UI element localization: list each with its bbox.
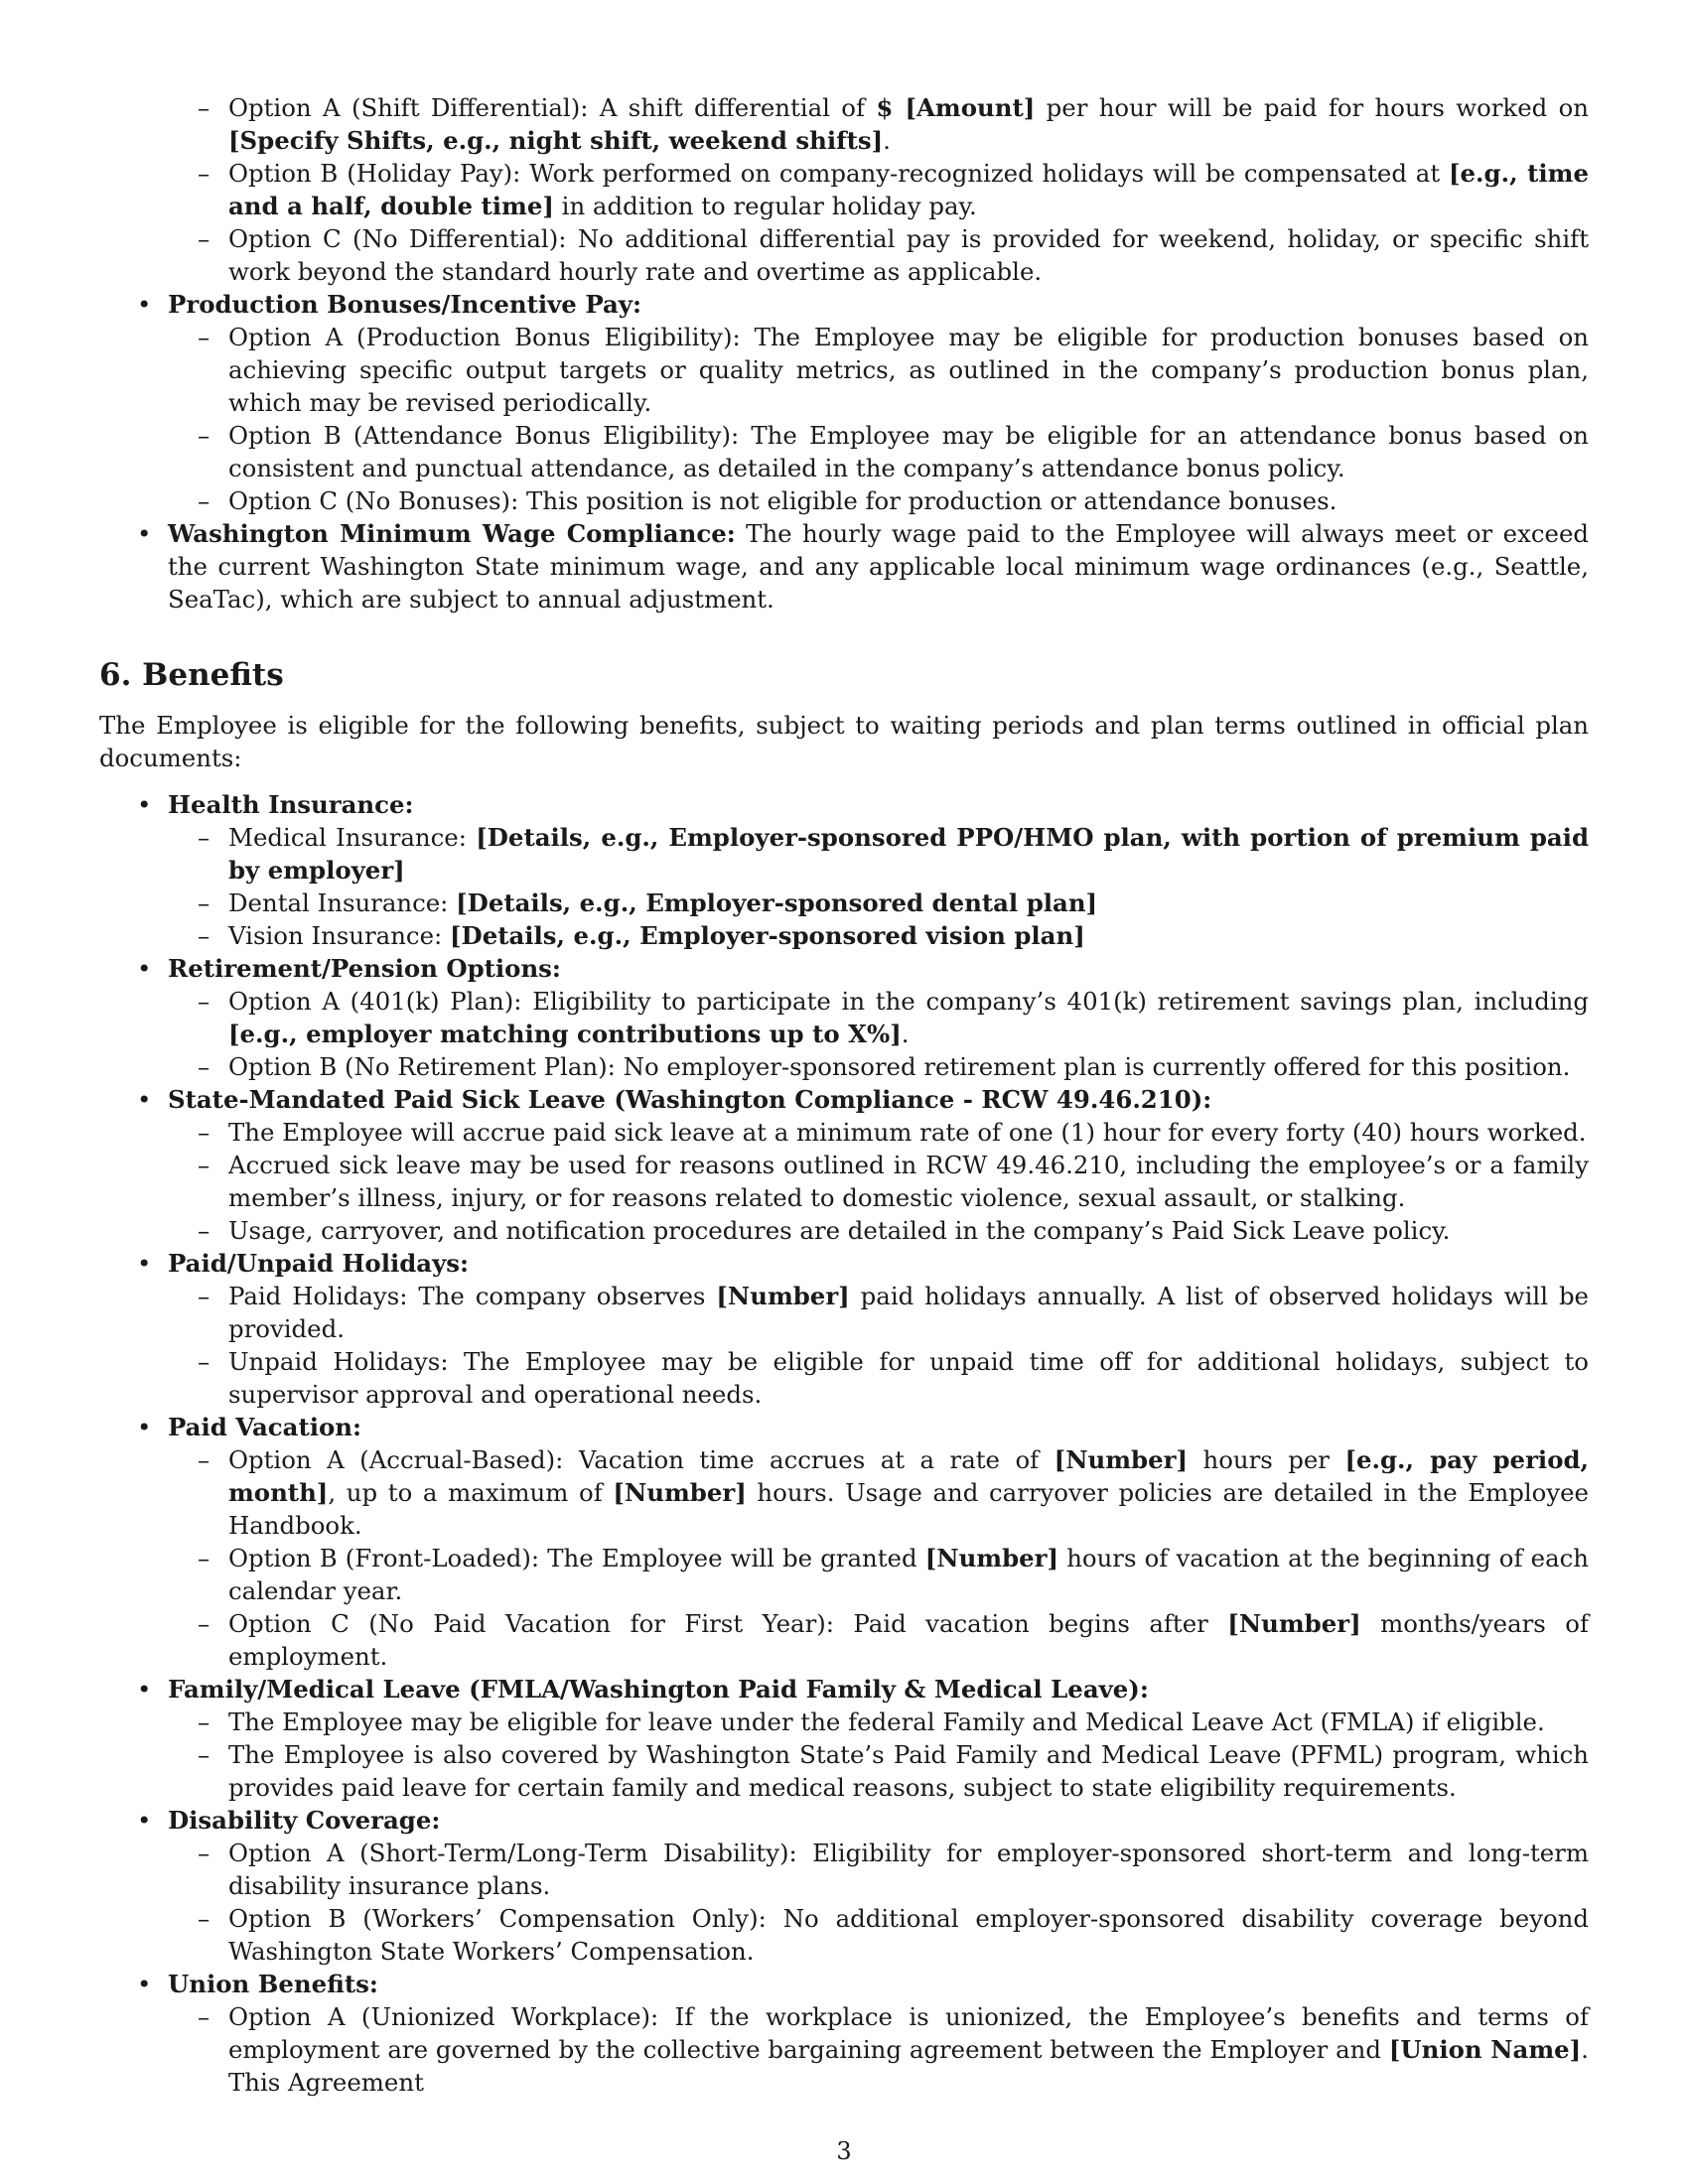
list-item: – Option B (Attendance Bonus Eligibility): The Employee may be eligible for an attendance bonus based on consistent and punctual attendance, as detailed in the company’s attendance bonus policy.: [168, 419, 1589, 484]
page-number: 3: [836, 2137, 852, 2165]
production-bonus-heading: Production Bonuses/Incentive Pay:: [168, 290, 641, 319]
min-wage-item: • Washington Minimum Wage Compliance: The hourly wage paid to the Employee will always meet or exceed the current Washington State minimum wage, and any applicable local minimum wage ordinances (e.g., Seattle, SeaTac), which are subject to annual adjustment.: [99, 517, 1589, 615]
benefits-intro: The Employee is eligible for the following benefits, subject to waiting periods and plan terms outlined in official plan documents:: [99, 711, 1589, 772]
production-options-list: [168, 321, 1589, 517]
shift-differential-options: [168, 91, 1589, 288]
benefits-bullets: [99, 788, 1589, 2099]
list-item: – The Employee may be eligible for leave under the federal Family and Medical Leave Act (FMLA) if eligible.: [168, 1706, 1589, 1738]
list-item: – Option A (Shift Differential): A shift differential of $ [Amount] per hour will be paid for hours worked on [Specify Shifts, e.g., night shift, weekend shifts].: [168, 91, 1589, 157]
disability-item: • Disability Coverage: – Option A (Short-Term/Long-Term Disability): Eligibility for employer-sponsored short-term and long-term disability insurance plans. – Option B (Workers’ Compensation Only): No additional employer-sponsored disability coverage beyond Washington State Workers’ Compensation.: [99, 1804, 1589, 1968]
list-item: – The Employee is also covered by Washington State’s Paid Family and Medical Leave (PFML) program, which provides paid leave for certain family and medical reasons, subject to state eligibility requirements.: [168, 1738, 1589, 1804]
list-item: – Paid Holidays: The company observes [Number] paid holidays annually. A list of observed holidays will be provided.: [168, 1280, 1589, 1345]
list-item: – Option A (401(k) Plan): Eligibility to participate in the company’s 401(k) retirement savings plan, including [e.g., employer matching contributions up to X%].: [168, 985, 1589, 1050]
list-item: – Accrued sick leave may be used for reasons outlined in RCW 49.46.210, including the employee’s or a family member’s illness, injury, or for reasons related to domestic violence, sexual assault, or stalking.: [168, 1149, 1589, 1214]
list-item: – Option C (No Paid Vacation for First Year): Paid vacation begins after [Number] months/years of employment.: [168, 1607, 1589, 1673]
list-item: – Usage, carryover, and notification procedures are detailed in the company’s Paid Sick Leave policy.: [168, 1214, 1589, 1247]
list-item: – Option A (Short-Term/Long-Term Disability): Eligibility for employer-sponsored short-term and long-term disability insurance plans.: [168, 1837, 1589, 1902]
list-item: – Option B (Holiday Pay): Work performed on company-recognized holidays will be compensated at [e.g., time and a half, double time] in addition to regular holiday pay.: [168, 157, 1589, 222]
compensation-bullets: [99, 288, 1589, 615]
union-item: • Union Benefits: – Option A (Unionized Workplace): If the workplace is unionized, the Employee’s benefits and terms of employment are governed by the collective bargaining agreement between the Employer and [Union Name]. This Agreement: [99, 1968, 1589, 2099]
health-list: [168, 821, 1589, 952]
list-item: – Option A (Accrual-Based): Vacation time accrues at a rate of [Number] hours per [e.g., pay period, month], up to a maximum of [Number] hours. Usage and carryover policies are detailed in the Employee Handbook.: [168, 1443, 1589, 1542]
list-item: – Vision Insurance: [Details, e.g., Employer-sponsored vision plan]: [168, 919, 1589, 952]
list-item: – Unpaid Holidays: The Employee may be eligible for unpaid time off for additional holidays, subject to supervisor approval and operational needs.: [168, 1345, 1589, 1411]
list-item: – Option B (Workers’ Compensation Only): No additional employer-sponsored disability coverage beyond Washington State Workers’ Compensation.: [168, 1902, 1589, 1968]
vacation-list: [168, 1443, 1589, 1673]
sick-leave-list: [168, 1116, 1589, 1247]
union-list: [168, 2000, 1589, 2099]
shift-options-list: [168, 91, 1589, 288]
list-item: – Option C (No Differential): No additional differential pay is provided for weekend, holiday, or specific shift work beyond the standard hourly rate and overtime as applicable.: [168, 222, 1589, 288]
retirement-list: [168, 985, 1589, 1083]
fmla-list: [168, 1706, 1589, 1804]
health-insurance-item: • Health Insurance: – Medical Insurance: [Details, e.g., Employer-sponsored PPO/HMO plan, with portion of premium paid by employer] – Dental Insurance: [Details, e.g., Employer-sponsored dental plan] – Vision Insurance: [Details, e.g., Employer-sponsored vision plan]: [99, 788, 1589, 952]
list-item: – The Employee will accrue paid sick leave at a minimum rate of one (1) hour for every forty (40) hours worked.: [168, 1116, 1589, 1149]
sick-leave-item: • State-Mandated Paid Sick Leave (Washington Compliance - RCW 49.46.210): – The Employee will accrue paid sick leave at a minimum rate of one (1) hour for every forty (40) hours worked. – Accrued sick leave may be used for reasons outlined in RCW 49.46.210, including the employee’s or a family member’s illness, injury, or for reasons related to domestic violence, sexual assault, or stalking. – Usage, carryover, and notification procedures are detailed in the company’s Paid Sick Leave policy.: [99, 1083, 1589, 1247]
min-wage-heading: Washington Minimum Wage Compliance:: [168, 519, 736, 548]
holidays-list: [168, 1280, 1589, 1411]
fmla-item: • Family/Medical Leave (FMLA/Washington Paid Family & Medical Leave): – The Employee may be eligible for leave under the federal Family and Medical Leave Act (FMLA) if eligible. – The Employee is also covered by Washington State’s Paid Family and Medical Leave (PFML) program, which provides paid leave for certain family and medical reasons, subject to state eligibility requirements.: [99, 1673, 1589, 1804]
list-item: – Option A (Production Bonus Eligibility): The Employee may be eligible for production bonuses based on achieving specific output targets or quality metrics, as outlined in the company’s production bonus plan, which may be revised periodically.: [168, 321, 1589, 419]
document-page: [99, 91, 1589, 2099]
list-item: – Option C (No Bonuses): This position is not eligible for production or attendance bonuses.: [168, 484, 1589, 517]
section-title-benefits: 6. Benefits: [99, 657, 284, 693]
holidays-item: • Paid/Unpaid Holidays: – Paid Holidays: The company observes [Number] paid holidays annually. A list of observed holidays will be provided. – Unpaid Holidays: The Employee may be eligible for unpaid time off for additional holidays, subject to supervisor approval and operational needs.: [99, 1247, 1589, 1411]
list-item: – Option A (Unionized Workplace): If the workplace is unionized, the Employee’s benefits and terms of employment are governed by the collective bargaining agreement between the Employer and [Union Name]. This Agreement: [168, 2000, 1589, 2099]
list-item: – Medical Insurance: [Details, e.g., Employer-sponsored PPO/HMO plan, with portion of premium paid by employer]: [168, 821, 1589, 887]
production-bonus-item: [99, 288, 1589, 517]
list-item: – Option B (Front-Loaded): The Employee will be granted [Number] hours of vacation at the beginning of each calendar year.: [168, 1542, 1589, 1607]
disability-list: [168, 1837, 1589, 1968]
vacation-item: • Paid Vacation: – Option A (Accrual-Based): Vacation time accrues at a rate of [Number] hours per [e.g., pay period, month], up to a maximum of [Number] hours. Usage and carryover policies are detailed in the Employee Handbook. – Option B (Front-Loaded): The Employee will be granted [Number] hours of vacation at the beginning of each calendar year. – Option C (No Paid Vacation for First Year): Paid vacation begins after [Number] months/years of employment.: [99, 1411, 1589, 1673]
list-item: – Dental Insurance: [Details, e.g., Employer-sponsored dental plan]: [168, 887, 1589, 919]
retirement-item: • Retirement/Pension Options: – Option A (401(k) Plan): Eligibility to participate in the company’s 401(k) retirement savings plan, including [e.g., employer matching contributions up to X%]. – Option B (No Retirement Plan): No employer-sponsored retirement plan is currently offered for this position.: [99, 952, 1589, 1083]
list-item: – Option B (No Retirement Plan): No employer-sponsored retirement plan is currently offered for this position.: [168, 1050, 1589, 1083]
